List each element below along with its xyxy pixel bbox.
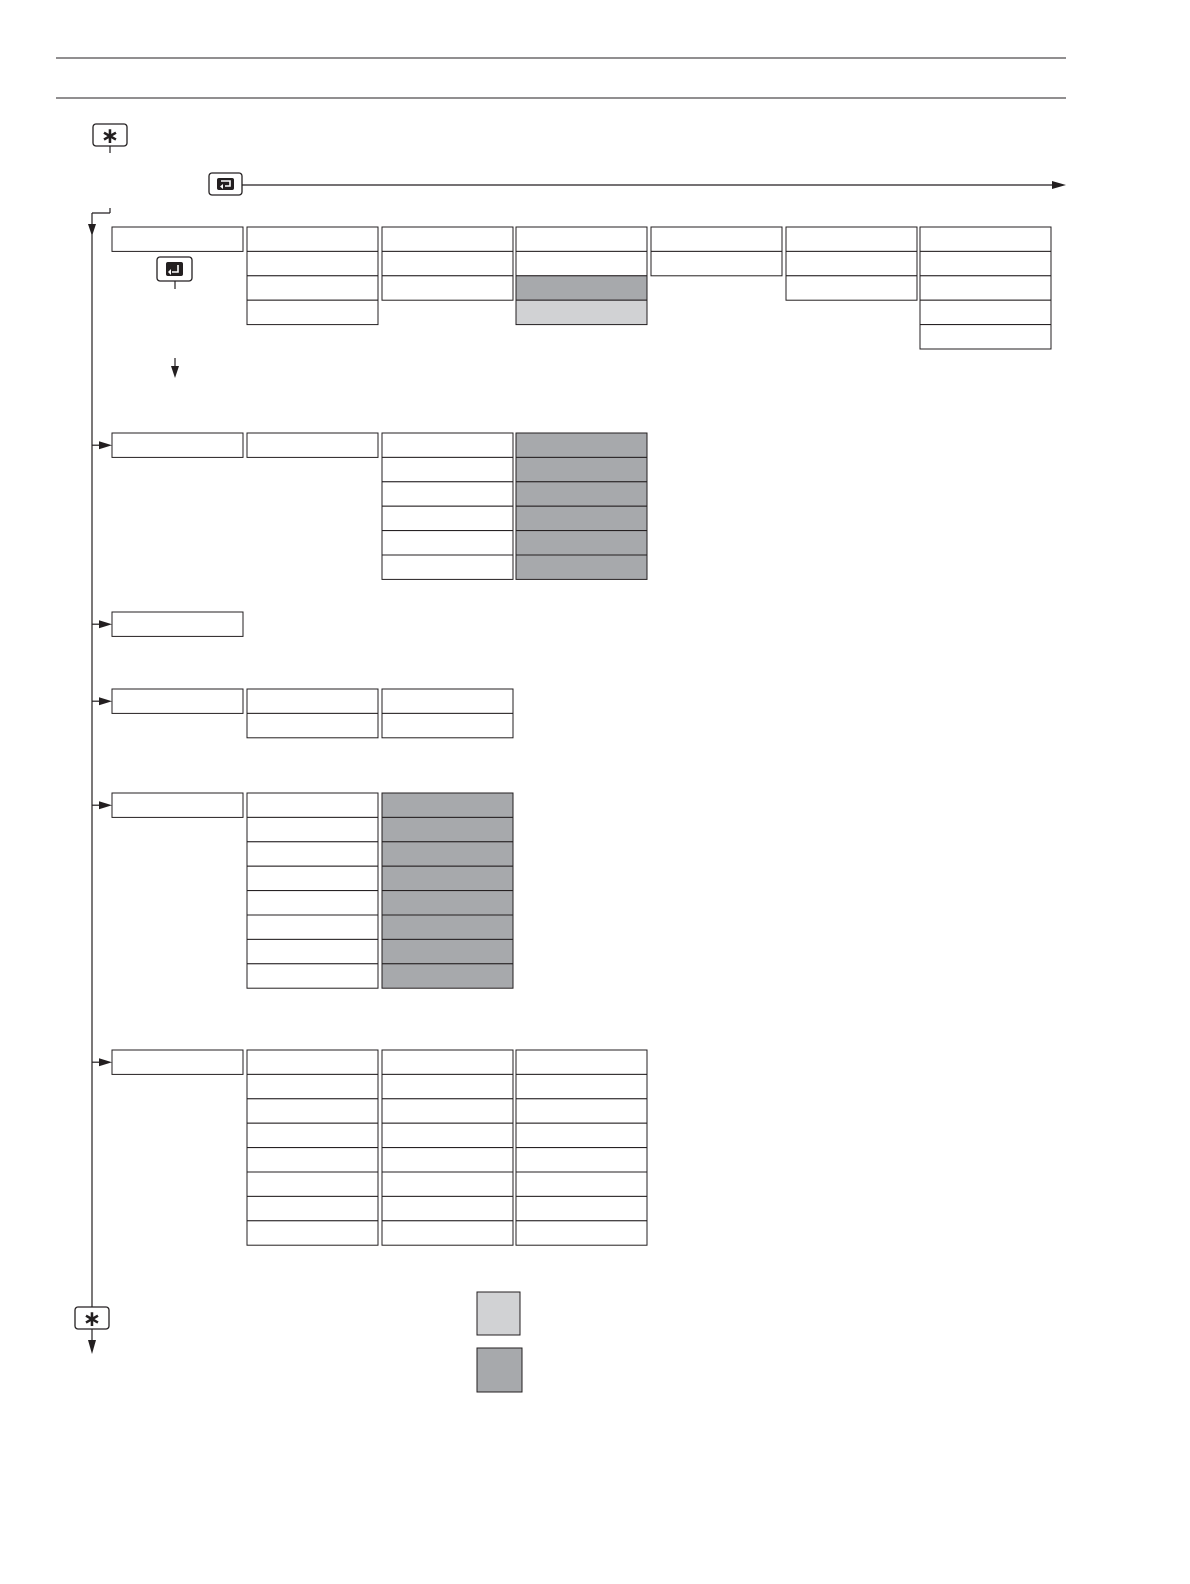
menu-box-r0-c6-i4 bbox=[920, 325, 1051, 349]
menu-box-r5-c1-i5 bbox=[247, 1172, 378, 1196]
menu-box-r3-c2-i1 bbox=[382, 713, 513, 737]
menu-box-r2-c0-i0 bbox=[112, 612, 243, 636]
menu-box-r3-c2-i0 bbox=[382, 689, 513, 713]
menu-box-r0-c2-i2 bbox=[382, 276, 513, 300]
menu-box-r5-c2-i1 bbox=[382, 1074, 513, 1098]
menu-box-r4-c1-i3 bbox=[247, 866, 378, 890]
menu-boxes bbox=[112, 227, 1051, 1245]
enter-key-icon[interactable] bbox=[157, 257, 192, 289]
menu-box-r1-c3-i3 bbox=[516, 506, 647, 530]
menu-box-r0-c3-i1 bbox=[516, 251, 647, 275]
exit-arrow bbox=[88, 1329, 96, 1354]
branch-arrows bbox=[92, 441, 112, 1066]
menu-box-r1-c3-i2 bbox=[516, 482, 647, 506]
menu-box-r5-c2-i0 bbox=[382, 1050, 513, 1074]
down-arrow-icon bbox=[171, 358, 179, 378]
menu-box-r5-c1-i6 bbox=[247, 1196, 378, 1220]
menu-box-r0-c5-i1 bbox=[786, 251, 917, 275]
menu-box-r1-c3-i5 bbox=[516, 555, 647, 579]
menu-box-r5-c1-i0 bbox=[247, 1050, 378, 1074]
menu-box-r5-c1-i3 bbox=[247, 1123, 378, 1147]
menu-box-r5-c3-i2 bbox=[516, 1099, 647, 1123]
menu-box-r5-c3-i1 bbox=[516, 1074, 647, 1098]
menu-box-r4-c1-i2 bbox=[247, 842, 378, 866]
menu-box-r5-c3-i0 bbox=[516, 1050, 647, 1074]
menu-box-r5-c3-i7 bbox=[516, 1221, 647, 1245]
menu-box-r0-c6-i2 bbox=[920, 276, 1051, 300]
main-flow-line bbox=[88, 208, 110, 1307]
menu-box-r0-c1-i1 bbox=[247, 251, 378, 275]
menu-box-r1-c3-i1 bbox=[516, 457, 647, 481]
menu-box-r5-c0-i0 bbox=[112, 1050, 243, 1074]
menu-box-r1-c2-i0 bbox=[382, 433, 513, 457]
menu-box-r5-c2-i6 bbox=[382, 1196, 513, 1220]
asterisk-key-icon[interactable] bbox=[75, 1307, 109, 1332]
menu-box-r5-c2-i5 bbox=[382, 1172, 513, 1196]
menu-box-r5-c1-i2 bbox=[247, 1099, 378, 1123]
menu-box-r0-c3-i2 bbox=[516, 276, 647, 300]
menu-box-r3-c0-i0 bbox=[112, 689, 243, 713]
menu-box-r0-c1-i0 bbox=[247, 227, 378, 251]
menu-box-r0-c6-i3 bbox=[920, 300, 1051, 324]
menu-box-r4-c2-i6 bbox=[382, 939, 513, 963]
menu-box-r5-c3-i6 bbox=[516, 1196, 647, 1220]
legend bbox=[477, 1292, 522, 1392]
menu-box-r1-c2-i4 bbox=[382, 531, 513, 555]
menu-box-r4-c1-i0 bbox=[247, 793, 378, 817]
menu-box-r0-c0-i0 bbox=[112, 227, 243, 251]
menu-box-r1-c3-i0 bbox=[516, 433, 647, 457]
menu-box-r1-c1-i0 bbox=[247, 433, 378, 457]
menu-box-r4-c2-i5 bbox=[382, 915, 513, 939]
menu-box-r1-c3-i4 bbox=[516, 531, 647, 555]
menu-box-r5-c3-i5 bbox=[516, 1172, 647, 1196]
menu-box-r0-c5-i2 bbox=[786, 276, 917, 300]
menu-box-r4-c1-i5 bbox=[247, 915, 378, 939]
menu-box-r0-c1-i2 bbox=[247, 276, 378, 300]
menu-box-r4-c0-i0 bbox=[112, 793, 243, 817]
menu-box-r4-c2-i4 bbox=[382, 891, 513, 915]
branch-arrow-head bbox=[99, 620, 112, 628]
menu-box-r5-c2-i2 bbox=[382, 1099, 513, 1123]
menu-box-r4-c1-i7 bbox=[247, 964, 378, 988]
menu-box-r3-c1-i0 bbox=[247, 689, 378, 713]
legend-swatch-dark bbox=[477, 1348, 522, 1392]
menu-box-r4-c1-i1 bbox=[247, 817, 378, 841]
menu-box-r4-c2-i1 bbox=[382, 817, 513, 841]
menu-box-r0-c6-i0 bbox=[920, 227, 1051, 251]
menu-box-r3-c1-i1 bbox=[247, 713, 378, 737]
menu-box-r0-c2-i1 bbox=[382, 251, 513, 275]
menu-box-r5-c2-i4 bbox=[382, 1148, 513, 1172]
escape-arrow-head bbox=[1052, 181, 1066, 189]
menu-box-r0-c1-i3 bbox=[247, 300, 378, 324]
menu-box-r5-c2-i3 bbox=[382, 1123, 513, 1147]
menu-box-r0-c2-i0 bbox=[382, 227, 513, 251]
menu-box-r0-c6-i1 bbox=[920, 251, 1051, 275]
menu-box-r1-c2-i1 bbox=[382, 457, 513, 481]
menu-box-r1-c2-i2 bbox=[382, 482, 513, 506]
menu-box-r4-c2-i0 bbox=[382, 793, 513, 817]
menu-box-r0-c5-i0 bbox=[786, 227, 917, 251]
menu-box-r0-c3-i0 bbox=[516, 227, 647, 251]
menu-box-r5-c1-i1 bbox=[247, 1074, 378, 1098]
menu-box-r1-c0-i0 bbox=[112, 433, 243, 457]
menu-box-r5-c1-i7 bbox=[247, 1221, 378, 1245]
menu-box-r5-c3-i3 bbox=[516, 1123, 647, 1147]
branch-arrow-head bbox=[99, 801, 112, 809]
menu-box-r5-c2-i7 bbox=[382, 1221, 513, 1245]
menu-box-r4-c2-i2 bbox=[382, 842, 513, 866]
menu-box-r4-c1-i4 bbox=[247, 891, 378, 915]
svg-text:∗: ∗ bbox=[82, 1307, 102, 1332]
svg-text:∗: ∗ bbox=[100, 124, 120, 149]
branch-arrow-head bbox=[99, 441, 112, 449]
menu-box-r1-c2-i5 bbox=[382, 555, 513, 579]
menu-box-r1-c2-i3 bbox=[382, 506, 513, 530]
branch-arrow-head bbox=[99, 1058, 112, 1066]
menu-box-r4-c2-i7 bbox=[382, 964, 513, 988]
return-key-icon[interactable] bbox=[209, 173, 242, 195]
legend-swatch-light bbox=[477, 1292, 520, 1335]
menu-box-r5-c1-i4 bbox=[247, 1148, 378, 1172]
menu-box-r5-c3-i4 bbox=[516, 1148, 647, 1172]
menu-box-r0-c4-i1 bbox=[651, 251, 782, 275]
menu-box-r0-c4-i0 bbox=[651, 227, 782, 251]
menu-box-r0-c3-i3 bbox=[516, 300, 647, 324]
asterisk-key-icon[interactable] bbox=[93, 124, 127, 153]
menu-box-r4-c2-i3 bbox=[382, 866, 513, 890]
branch-arrow-head bbox=[99, 697, 112, 705]
menu-box-r4-c1-i6 bbox=[247, 939, 378, 963]
